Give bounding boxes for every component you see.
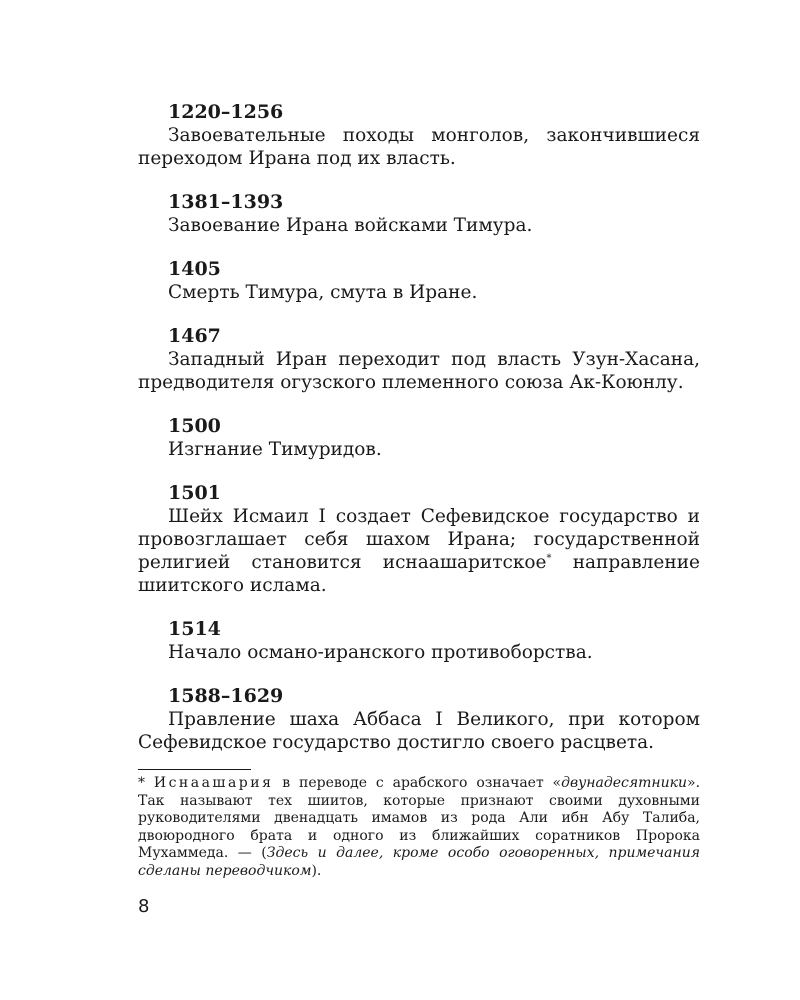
footnote-text: ). xyxy=(311,862,322,879)
entry-text: Завоевание Ирана войсками Тимура. xyxy=(168,215,533,236)
entry-year: 1514 xyxy=(168,618,221,640)
chronology-entry xyxy=(138,617,700,664)
footnote xyxy=(138,775,700,880)
entry-text-part: направление шиитского ислама. xyxy=(138,552,700,596)
entry-year: 1467 xyxy=(168,325,221,347)
entry-year: 1220–1256 xyxy=(168,101,284,123)
entry-year: 1501 xyxy=(168,482,221,504)
footnote-reference[interactable]: * xyxy=(546,552,552,564)
page-number: 8 xyxy=(138,896,150,917)
entry-text: Западный Иран переходит под власть Узун-Хасана, предводителя огузского племенного союза Ак-Коюнлу. xyxy=(138,349,700,393)
entry-text-part: Шейх Исмаил I создает Сефевидское государство и провозглашает себя шахом Ирана; государственной религией становится иснаашаритское xyxy=(138,506,700,573)
entry-year: 1405 xyxy=(168,258,221,280)
footnote-term: Иснаашария xyxy=(153,775,274,791)
chronology-entry xyxy=(138,190,700,237)
chronology-entry xyxy=(138,100,700,170)
entry-text: Смерть Тимура, смута в Иране. xyxy=(168,282,478,303)
footnote-text: в переводе с арабского означает « xyxy=(273,775,562,791)
entry-year: 1381–1393 xyxy=(168,191,284,213)
chronology-entry xyxy=(138,414,700,461)
footnote-mark: * xyxy=(138,775,154,791)
entry-text: Правление шаха Аббаса I Великого, при котором Сефевидское государство достигло своего расцвета. xyxy=(138,709,700,753)
footnote-text: ». Так называют тех шиитов, которые признают своими духовными руководителями двенадцать имамов из рода Али ибн Абу Талиба, двоюродного брата и одного из ближайших соратников Пророка Мухаммеда. — ( xyxy=(138,775,701,861)
footnote-italic: Здесь и далее, кроме особо оговоренных, примечания сделаны переводчиком xyxy=(138,845,700,879)
entry-text: Завоевательные походы монголов, закончившиеся переходом Ирана под их власть. xyxy=(138,125,700,169)
chronology-list xyxy=(138,100,700,774)
chronology-entry xyxy=(138,324,700,394)
footnote-divider xyxy=(138,769,251,770)
entry-text: Начало османо-иранского противоборства. xyxy=(168,642,593,663)
entry-year: 1500 xyxy=(168,415,221,437)
entry-text xyxy=(138,505,700,597)
entry-year: 1588–1629 xyxy=(168,685,284,707)
entry-text: Изгнание Тимуридов. xyxy=(168,439,382,460)
footnote-italic: двунадесятники xyxy=(561,775,687,791)
chronology-entry xyxy=(138,257,700,304)
chronology-entry xyxy=(138,684,700,754)
chronology-entry xyxy=(138,481,700,597)
